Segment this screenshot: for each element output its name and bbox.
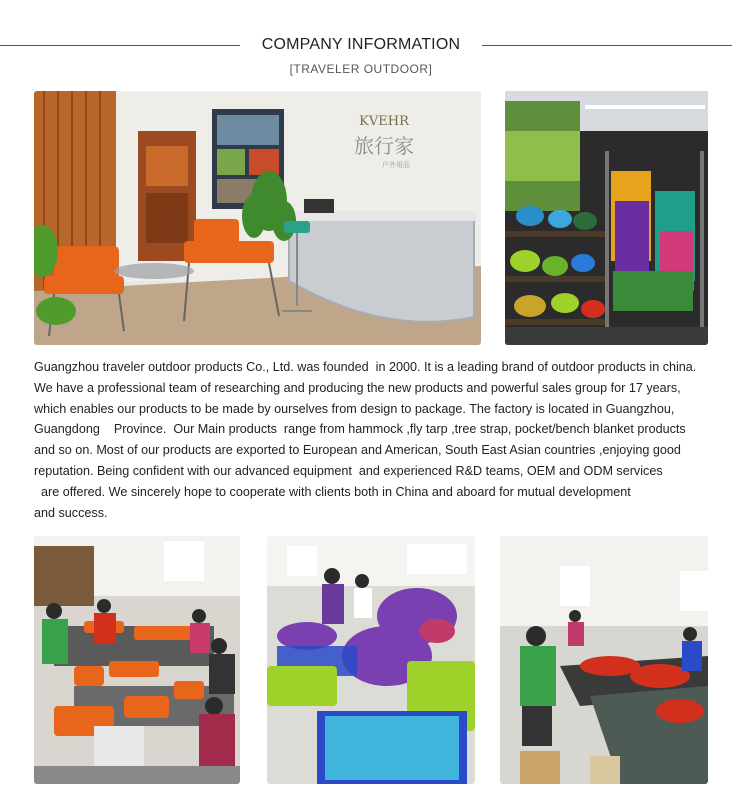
- wall-logo-cn-small: 户外用品: [382, 161, 410, 169]
- workshop-orange-photo: [34, 536, 240, 784]
- description-line: reputation. Being confident with our advanced equipment and experienced R&D teams, OEM and ODM services: [34, 463, 663, 478]
- description-line: We have a professional team of researching and producing the new products and powerful sales group for 17 years,: [34, 380, 681, 395]
- workshop-red-photo: [500, 536, 708, 784]
- office-lobby-photo: [34, 91, 481, 345]
- workshop-purple-photo: [267, 536, 475, 784]
- description-line: and success.: [34, 505, 108, 520]
- page-subtitle: [TRAVELER OUTDOOR]: [289, 62, 433, 76]
- company-description: [34, 357, 724, 523]
- wall-logo-word: KVEHR: [359, 114, 409, 129]
- office-lobby-illustration: [34, 91, 481, 345]
- header-rule-right: [482, 45, 732, 46]
- showroom-photo: [505, 91, 708, 345]
- workshop-red-illustration: [500, 536, 708, 784]
- page-title: COMPANY INFORMATION: [261, 36, 461, 53]
- wall-logo-cn: 旅行家: [354, 134, 414, 158]
- workshop-orange-illustration: [34, 536, 240, 784]
- description-line: are offered. We sincerely hope to cooperate with clients both in China and aboard for mutual development: [34, 484, 631, 499]
- description-line: Guangzhou traveler outdoor products Co., Ltd. was founded in 2000. It is a leading brand of outdoor products in china.: [34, 360, 697, 374]
- description-line: which enables our products to be made by ourselves from design to package. The factory is located in Guangzhou,: [34, 401, 675, 416]
- workshop-purple-illustration: [267, 536, 475, 784]
- showroom-illustration: [505, 91, 708, 345]
- description-line: and so on. Most of our products are exported to European and American, South East Asian countries ,enjoying good: [34, 443, 681, 458]
- header-rule-left: [0, 45, 240, 46]
- description-line: Guangdong Province. Our Main products range from hammock ,fly tarp ,tree strap, pocket/bench blanket products: [34, 422, 686, 437]
